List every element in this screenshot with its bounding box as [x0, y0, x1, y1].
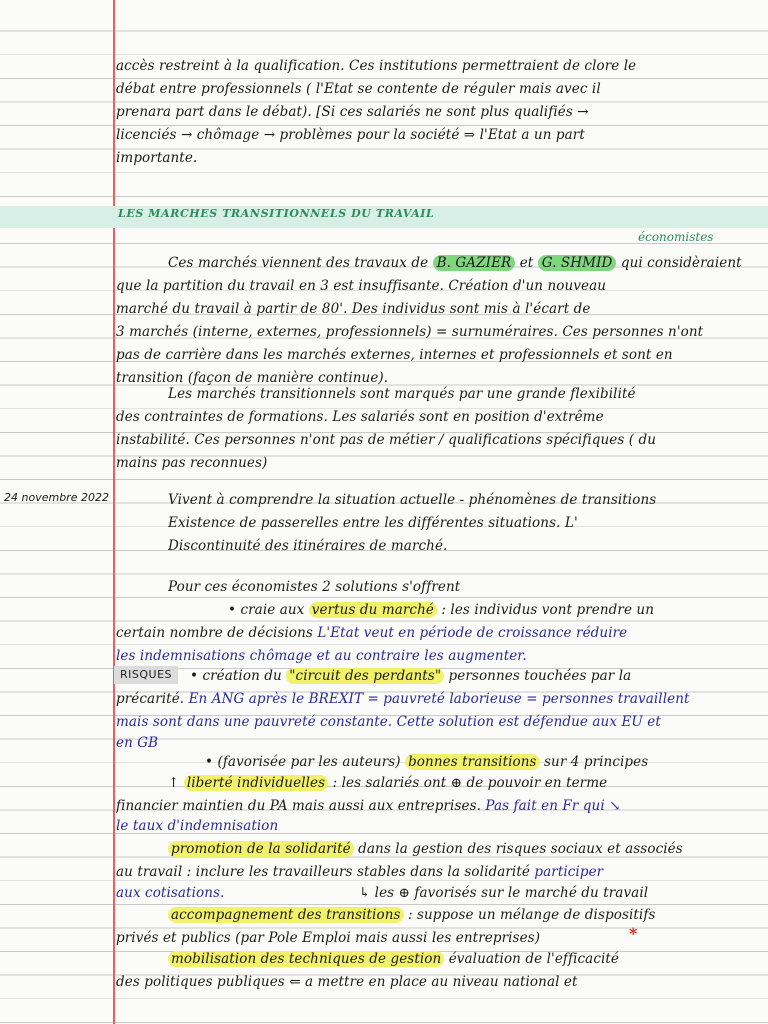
note-line: des contraintes de formations. Les salariés sont en position d'extrême: [116, 409, 604, 425]
note-line: [116, 622, 764, 646]
text: Ces marchés viennent des travaux de: [168, 255, 429, 271]
text: financier maintien du PA mais aussi aux entreprises.: [116, 798, 481, 814]
note-line: Existence de passerelles entre les différentes situations. L': [168, 515, 578, 531]
text-blue: Pas fait en Fr qui ↘: [485, 798, 621, 814]
highlight: accompagnement des transitions: [168, 907, 404, 923]
margin-line: [113, 0, 115, 1024]
text: personnes touchées par la: [448, 668, 632, 684]
text-blue: En ANG après le BREXIT = pauvreté laborieuse = personnes travaillent: [188, 691, 690, 707]
text: • (favorisée par les auteurs): [205, 754, 401, 770]
note-line: Pour ces économistes 2 solutions s'offrent: [168, 579, 461, 595]
note-line: Vivent à comprendre la situation actuelle - phénomènes de transitions: [168, 492, 657, 508]
text: certain nombre de décisions: [116, 625, 313, 641]
note-line: mais sont dans une pauvreté constante. Cette solution est défendue aux EU et: [116, 714, 661, 730]
text-blue: participer: [534, 864, 604, 880]
note-line: mains pas reconnues): [116, 455, 268, 471]
text: sur 4 principes: [544, 754, 649, 770]
note-line: [190, 665, 764, 689]
date-note: 24 novembre 2022: [4, 491, 109, 504]
note-line: des politiques publiques ⇐ a mettre en place au niveau national et: [116, 974, 578, 990]
text: évaluation de l'efficacité: [448, 951, 620, 967]
note-line: prenara part dans le débat). [Si ces salariés ne sont plus qualifiés →: [116, 104, 589, 120]
text: au travail : inclure les travailleurs stables dans la solidarité: [116, 864, 530, 880]
text: ↳ les ⊕ favorisés sur le marché du travail: [358, 885, 649, 901]
note-line: que la partition du travail en 3 est insuffisante. Création d'un nouveau: [116, 278, 607, 294]
text: ↑: [168, 775, 180, 791]
text: : les individus vont prendre un: [441, 602, 655, 618]
note-line: [168, 904, 764, 928]
note-line: instabilité. Ces personnes n'ont pas de métier / qualifications spécifiques ( du: [116, 432, 657, 448]
highlight: liberté individuelles: [184, 775, 328, 791]
highlight: bonnes transitions: [405, 754, 540, 770]
text: : suppose un mélange de dispositifs: [407, 907, 656, 923]
text-blue: L'Etat veut en période de croissance réduire: [317, 625, 628, 641]
risques-tag: RISQUES: [114, 666, 178, 684]
star-mark: *: [629, 924, 638, 943]
note-line: [168, 772, 764, 796]
text: dans la gestion des risques sociaux et associés: [358, 841, 683, 857]
note-line: accès restreint à la qualification. Ces institutions permettraient de clore le: [116, 58, 637, 74]
text: : les salariés ont ⊕ de pouvoir en terme: [332, 775, 608, 791]
note-line: [168, 948, 764, 972]
highlight-name: G. SHMID: [538, 255, 617, 271]
note-line: [116, 882, 764, 906]
note-line: [228, 599, 764, 623]
text: • création du: [190, 668, 282, 684]
section-heading: LES MARCHES TRANSITIONNELS DU TRAVAIL: [118, 207, 435, 220]
note-line: pas de carrière dans les marchés externes, internes et professionnels et sont en: [116, 347, 673, 363]
text: précarité.: [116, 691, 185, 707]
highlight: "circuit des perdants": [286, 668, 444, 684]
annotation-economistes: économistes: [638, 230, 714, 244]
note-line: [168, 252, 764, 276]
text-blue: aux cotisations.: [116, 885, 225, 901]
note-line: Discontinuité des itinéraires de marché.: [168, 538, 448, 554]
note-line: le taux d'indemnisation: [116, 818, 279, 834]
note-line: licenciés → chômage → problèmes pour la société ⇒ l'Etat a un part: [116, 127, 585, 143]
note-line: 3 marchés (interne, externes, professionnels) = surnuméraires. Ces personnes n'ont: [116, 324, 704, 340]
note-line: en GB: [116, 735, 159, 751]
highlight: vertus du marché: [309, 602, 437, 618]
text: et: [519, 255, 534, 271]
note-line: [168, 838, 764, 862]
highlight-name: B. GAZIER: [433, 255, 516, 271]
note-line: les indemnisations chômage et au contraire les augmenter.: [116, 648, 527, 664]
note-line: [116, 688, 764, 712]
text: • craie aux: [228, 602, 305, 618]
note-line: transition (façon de manière continue).: [116, 370, 389, 386]
note-line: privés et publics (par Pole Emploi mais aussi les entreprises): [116, 930, 541, 946]
note-line: Les marchés transitionnels sont marqués par une grande flexibilité: [168, 386, 636, 402]
highlight: mobilisation des techniques de gestion: [168, 951, 444, 967]
text: qui considèraient: [620, 255, 742, 271]
note-line: importante.: [116, 150, 198, 166]
note-line: marché du travail à partir de 80'. Des individus sont mis à l'écart de: [116, 301, 591, 317]
note-line: débat entre professionnels ( l'Etat se contente de réguler mais avec il: [116, 81, 601, 97]
highlight: promotion de la solidarité: [168, 841, 354, 857]
